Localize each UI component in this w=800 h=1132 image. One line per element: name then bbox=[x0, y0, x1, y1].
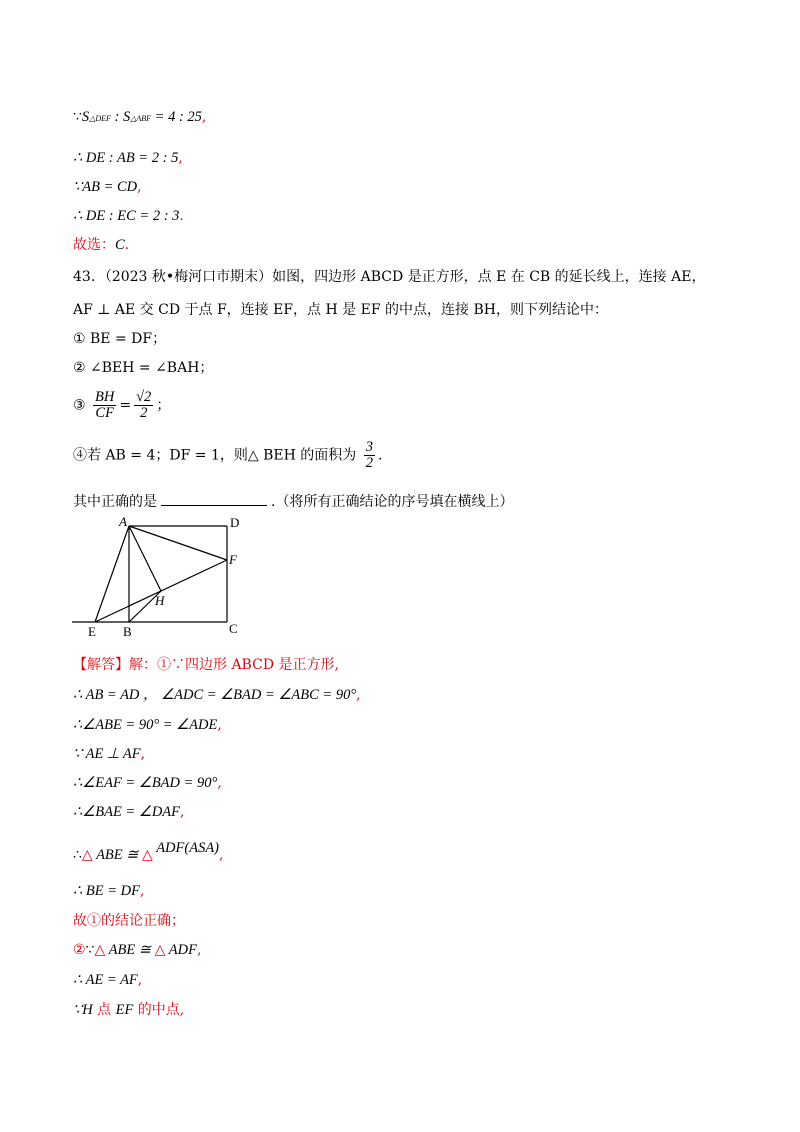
question-text: AF ⊥ AE 交 CD 于点 F，连接 EF，点 H 是 EF 的中点，连接 BH，则下列结论中： bbox=[73, 302, 608, 318]
label-h: H bbox=[155, 593, 165, 608]
conclusion-text: ① BE = DF； bbox=[73, 331, 167, 347]
fraction-root2 bbox=[134, 390, 153, 421]
expr: ABE ≅ bbox=[105, 942, 155, 958]
sub-def: △DEF bbox=[89, 114, 111, 123]
numerator: 3 bbox=[365, 439, 373, 455]
s-symbol-2: : S bbox=[110, 109, 131, 125]
line-ab-cd bbox=[73, 178, 142, 196]
expr: ∴ DE : AB = 2 : 5 bbox=[73, 150, 179, 166]
line-area-ratio bbox=[73, 108, 206, 128]
dot: . bbox=[179, 208, 184, 224]
ratio-value: = 4 : 25 bbox=[151, 109, 202, 125]
comma: , bbox=[140, 746, 146, 762]
solution-text: ①∵四边形 ABCD 是正方形, bbox=[157, 657, 339, 673]
expr: ABE ≅ bbox=[92, 847, 143, 863]
solution-line-10 bbox=[73, 941, 201, 959]
text: 点 bbox=[92, 1002, 116, 1018]
expr: ∴ BE = DF bbox=[73, 883, 140, 899]
label-a: A bbox=[119, 514, 127, 529]
geometry-figure bbox=[70, 514, 250, 644]
expr: ∴∠BAE = ∠DAF bbox=[73, 804, 181, 820]
conclusion-1 bbox=[73, 330, 166, 348]
expr: ∵H bbox=[73, 1002, 93, 1018]
fill-in-line bbox=[73, 492, 513, 511]
comma: , bbox=[178, 150, 183, 166]
expr: ∴ AE = AF bbox=[73, 972, 138, 988]
label-f: F bbox=[229, 552, 237, 567]
numerator: BH bbox=[95, 389, 115, 405]
solution-start bbox=[73, 656, 339, 674]
expr: ∴∠EAF = ∠BAD = 90° bbox=[73, 775, 218, 791]
expr: ∵ AE ⊥ AF bbox=[73, 746, 141, 762]
sub-abf: △ABF bbox=[130, 114, 152, 123]
triangle-icon: △ bbox=[154, 942, 166, 958]
comma: , bbox=[201, 109, 207, 125]
label-e: E bbox=[88, 624, 96, 639]
solution-line-11 bbox=[73, 971, 142, 989]
fraction-bh-cf bbox=[93, 390, 116, 421]
solution-line-7 bbox=[73, 840, 224, 864]
solution-jie: 解： bbox=[129, 657, 157, 673]
line-answer bbox=[73, 236, 129, 254]
answer-blank[interactable] bbox=[161, 492, 267, 506]
expr: ∵AB = CD bbox=[73, 179, 138, 195]
line-de-ab bbox=[73, 149, 183, 167]
line-de-ec bbox=[73, 207, 184, 225]
fill-instruction: .（将所有正确结论的序号填在横线上） bbox=[271, 494, 514, 510]
denominator: 2 bbox=[365, 455, 373, 471]
conclusion-4 bbox=[73, 440, 382, 471]
question-text: 43．（2023 秋•梅河口市期末）如图，四边形 ABCD 是正方形，点 E 在 CB 的延长线上，连接 AE， bbox=[73, 269, 706, 285]
numerator: √2 bbox=[136, 389, 152, 405]
dot: . bbox=[377, 447, 383, 464]
answer-label: 故选： bbox=[73, 237, 115, 253]
expr: ADF bbox=[165, 942, 197, 958]
question-43-line-2 bbox=[73, 301, 608, 319]
label-d: D bbox=[230, 515, 240, 530]
triangle-icon: △ bbox=[94, 942, 106, 958]
conclusion-3 bbox=[73, 390, 170, 421]
solution-line-9 bbox=[73, 912, 185, 930]
solution-tag: 【解答】 bbox=[73, 657, 129, 673]
comma: , bbox=[219, 847, 224, 863]
solution-line-4 bbox=[73, 745, 145, 763]
s-symbol: S bbox=[81, 109, 90, 125]
because: ∵ bbox=[85, 942, 95, 958]
comma: , bbox=[356, 687, 361, 703]
expr: ∴∠ABE = 90° = ∠ADE bbox=[73, 717, 218, 733]
comma: , bbox=[137, 972, 143, 988]
text: 的中点, bbox=[133, 1002, 185, 1018]
solution-line-8 bbox=[73, 882, 144, 900]
denominator: CF bbox=[95, 405, 114, 421]
therefore: ∴ bbox=[73, 847, 82, 863]
circle-number: ② bbox=[73, 942, 86, 958]
expr: ADF(ASA) bbox=[152, 840, 219, 856]
comma: , bbox=[217, 775, 222, 791]
expr: ∴ DE : EC = 2 : 3 bbox=[73, 208, 180, 224]
triangle-icon: △ bbox=[142, 847, 153, 863]
circle-number: ③ bbox=[73, 397, 86, 414]
equals: = bbox=[119, 397, 132, 414]
fill-prompt: 其中正确的是 bbox=[73, 494, 157, 510]
answer-value: C bbox=[115, 237, 125, 253]
expr: EF bbox=[115, 1002, 134, 1018]
comma: , bbox=[180, 804, 185, 820]
fraction-3-2 bbox=[364, 440, 375, 471]
because-text: ∵ bbox=[73, 109, 82, 125]
denominator: 2 bbox=[140, 405, 148, 421]
solution-line-2 bbox=[73, 686, 361, 704]
triangle-icon: △ bbox=[81, 847, 93, 863]
comma: , bbox=[139, 883, 145, 899]
expr: ∴ AB = AD ， ∠ADC = ∠BAD = ∠ABC = 90° bbox=[73, 687, 357, 703]
label-b: B bbox=[123, 624, 132, 639]
comma: , bbox=[137, 179, 142, 195]
solution-line-5 bbox=[73, 774, 222, 792]
comma: , bbox=[196, 942, 202, 958]
conclusion-text: 故①的结论正确； bbox=[73, 913, 185, 929]
label-c: C bbox=[229, 621, 238, 636]
question-43-line-1 bbox=[73, 268, 705, 286]
semicolon: ； bbox=[156, 397, 171, 414]
dot: . bbox=[124, 237, 130, 253]
conclusion-2 bbox=[73, 359, 213, 377]
solution-line-3 bbox=[73, 716, 222, 734]
solution-line-6 bbox=[73, 803, 184, 821]
conclusion-text: ② ∠BEH = ∠BAH； bbox=[73, 360, 214, 376]
conclusion-text: ④若 AB = 4；DF = 1，则△ BEH 的面积为 bbox=[73, 447, 357, 464]
solution-line-12 bbox=[73, 1001, 184, 1019]
line-ae bbox=[95, 526, 129, 622]
comma: , bbox=[217, 717, 222, 733]
